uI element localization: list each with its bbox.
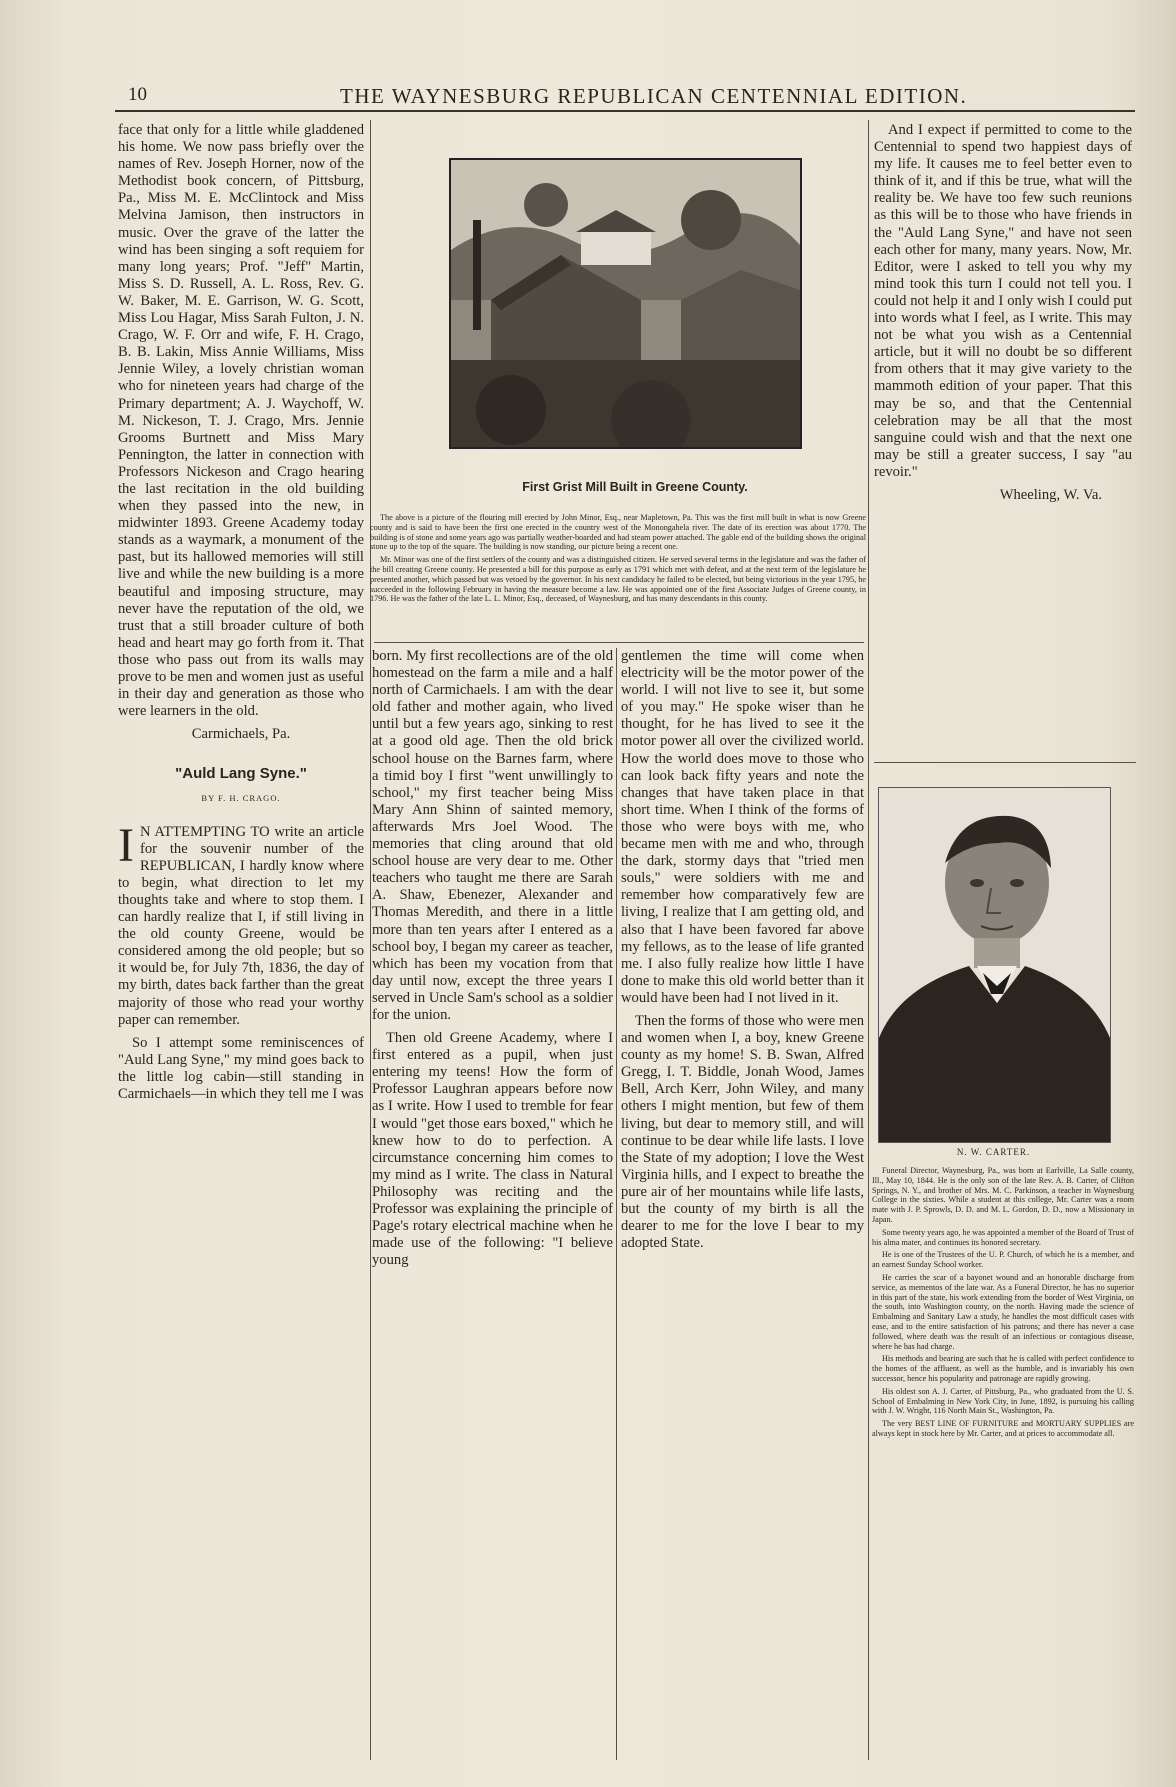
col4-signature: Wheeling, W. Va.: [999, 486, 1102, 503]
grist-mill-photo: [449, 158, 802, 449]
column-rule-2: [616, 648, 617, 1760]
article-para-1-text: N ATTEMPTING TO write an article for the souvenir number of the REPUBLICAN, I hardly know where to begin, what direction to let my thoughts take and where to stop them. I can hardly realize that I, if still living in the old county Greene, would be considered among the old people; but so it would be, for July 7th, 1836, the day of my birth, dates back farther than the great majority of those who read your worthy paper can remember.: [118, 823, 364, 1028]
carter-portrait-illustration: [879, 788, 1110, 1142]
column-1: [118, 122, 364, 1762]
running-title: THE WAYNESBURG REPUBLICAN CENTENNIAL EDITION.: [340, 84, 968, 108]
column-4-top: [874, 122, 1132, 762]
carter-biography: [872, 1166, 1134, 1706]
bio-para-1: Funeral Director, Waynesburg, Pa., was born at Earlville, La Salle county, Ill., May 10, 1844. He is the only son of the late Rev. A. B. Carter, of Clifton Springs, N. Y., and brother of Mrs. M. C. Parkinson, a teacher in Waynesburg College in the sixties. While a student at this college, Mr. Carter was a room mate with J. P. Sprowls, D. D. and M. L. Gordon, D. D., now a Missionary in Japan.: [872, 1166, 1134, 1224]
bio-para-5: His methods and bearing are such that he is called with perfect confidence to the homes of the affluent, as well as the humble, and is invariably his own successor, hence his popularity and patronage are rapidly growing.: [872, 1354, 1134, 1383]
drop-cap: I: [118, 818, 134, 872]
bio-para-3: He is one of the Trustees of the U. P. Church, of which he is a member, and an earnest Sunday School worker.: [872, 1250, 1134, 1270]
column-2: [372, 648, 613, 1760]
grist-mill-note-1: The above is a picture of the flouring mill erected by John Minor, Esq., near Mapletown, Pa. This was the first mill built in what is now Greene county and is said to have been the first one erected in the country west of the Monongahela river. The date of its erection was about 1770. The building is of stone and some years ago was partially weather-boarded and had steam power attached. The gable end of the building shows the original stone up to the top of the square. The building is now standing, our picture being a recent one.: [370, 513, 866, 552]
col2-para-1: born. My first recollections are of the old homestead on the farm a mile and a half north of Carmichaels. I am with the dear old father and mother again, who lived until but a few years ago, sinking to rest at a good old age. Then the old brick school house on the Barnes farm, where a timid boy I first "went unwillingly to school," my first teacher being Miss Mary Ann Shinn of sainted memory, afterwards Mrs Joel Wood. The memories that cling around that old school house are very dear to me. Other teachers who taught me there are Sarah A. Shaw, Ebenezer, Alexander and Thomas Meredith, and there in a little more than ten years after I entered as a school boy, I began my career as teacher, which has been my vocation from that day until now, except the three years I served in Uncle Sam's school as a soldier for the union.: [372, 648, 613, 1023]
col2-para-2: Then old Greene Academy, where I first entered as a pupil, when just entering my teens! How the form of Professor Laughran appears before now as I write. How I used to tremble for fear I would "get those ears boxed," which he knew how to do to perfection. A circumstance concerning him comes to my mind as I write. The class in Natural Philosophy was reciting and the Professor was explaining the principle of Page's rotary electrical machine when he made use of the following: "I believe young: [372, 1030, 613, 1269]
header-rule: [115, 110, 1135, 112]
article-byline: BY F. H. CRAGO.: [201, 793, 281, 804]
bio-para-7: The very BEST LINE OF FURNITURE and MORTUARY SUPPLIES are always kept in stock here by Mr. Carter, and at prices to accommodate all.: [872, 1419, 1134, 1438]
article-para-1: [118, 818, 364, 1029]
col4-rule: [874, 762, 1136, 763]
bio-para-4: He carries the scar of a bayonet wound and an honorable discharge from service, as mementos of the late war. As a Funeral Director, he has no superior in this part of the state, his work extending from the border of West Virginia, on the south, into Washington county, on the north. Having made the science of Embalming and Sanitary Law a study, he handles the most difficult cases with ease, and to the entire satisfaction of his patrons; and there has never a case followed, where death was the result of an infectious or contagious disease, where he has had charge.: [872, 1272, 1134, 1351]
grist-mill-note-2: Mr. Minor was one of the first settlers of the county and was a distinguished citizen. He served several terms in the legislature and was the father of the bill creating Greene county. He presented a bill for this purpose as early as 1791 which met with defeat, and at the next term of the legislature he presented another, which passed but was vetoed by the governor. In his next candidacy he failed to be elected, but being victorious in the year 1795, he succeeded in the following February in having the measure become a law. He was appointed one of the first Associate Judges of Greene county, in 1796. He was the father of the late L. L. Minor, Esq., deceased, of Waynesburg, and has many descendants in this county.: [370, 555, 866, 604]
grist-mill-illustration: [451, 160, 800, 447]
portrait-caption: N. W. CARTER.: [956, 1147, 1031, 1157]
column-rule-3: [868, 120, 869, 1760]
col3-para-2: Then the forms of those who were men and women when I, a boy, knew Greene county as my home! S. B. Swan, Alfred Gregg, I. T. Biddle, Jonah Wood, James Bell, Arch Kerr, John Wiley, and many others I might mention, but few of them living, but dear to memory still, and will continue to be dear while life lasts. I love the State of my adoption; I love the West Virginia hills, and I expect to breathe the pure air of her mountains while life lasts, but the county of my birth is all the dearer to me for the love I bear to my adopted State.: [621, 1012, 864, 1252]
col1-signature: Carmichaels, Pa.: [191, 726, 291, 743]
bio-para-2: Some twenty years ago, he was appointed a member of the Board of Trust of his alma mater, and continues its honored secretary.: [872, 1227, 1134, 1247]
col3-para-1: gentlemen the time will come when electricity will be the motor power of the world. I will not live to see it, but some of you may." He spoke wiser than he thought, for he has lived to see it the motor power all over the civilized world. How the world does move to those who can look back fifty years and note the changes that have taken place in that short time. When I think of the forms of those who were boys with me, who became men with me and who, through the dark, stormy days that "tried men souls," were soldiers with me and remember how comparatively few are living, I realize that I am getting old, and also that I have been favored far above my fellows, as to the lease of life granted me. I also fully realize how little I have done to make this old world better than it would have been had I not lived in it.: [621, 648, 864, 1006]
carter-portrait: [878, 787, 1111, 1143]
column-rule-1: [370, 120, 371, 1760]
photo-section-rule: [374, 642, 864, 643]
page-number: 10: [128, 84, 147, 105]
grist-mill-caption: First Grist Mill Built in Greene County.: [522, 480, 748, 494]
col4-para-1: And I expect if permitted to come to the Centennial to spend two happiest days of my life. It causes me to feel better even to think of it, and if this be true, what will the reality be. We have too few such reunions as this will be to those who have friends in the "Auld Lang Syne," and have not seen each other for many, many years. Now, Mr. Editor, were I asked to tell you why my mind took this turn I could not tell you. I could not help it and I only wish I could put into words what I feel, as I write. This may not be what you wish as a Centennial article, but it will no doubt be so different from others that it may give variety to the mammoth edition of your paper. That this may be so, and that the Centennial celebration may be all that the most sanguine could wish and that the next one may be still a greater success, I say "au revoir.": [874, 122, 1132, 480]
column-3: [621, 648, 864, 1760]
col1-text-top: face that only for a little while gladdened his home. We now pass briefly over the names of Rev. Joseph Horner, now of the Methodist book concern, of Pittsburg, Pa., Miss M. E. McClintock and Miss Melvina Jamison, then instructors in music. Over the grave of the latter the wind has been singing a soft requiem for many long years; Prof. "Jeff" Martin, Miss S. D. Russell, A. L. Ross, Rev. G. W. Baker, M. E. Garrison, W. G. Scott, Miss Lou Hagar, Miss Sarah Fulton, J. N. Crago, W. F. Orr and wife, F. H. Crago, B. B. Lakin, Miss Annie Williams, Miss Jennie Wiley, a lovely christian woman who for nineteen years had charge of the Primary department; A. J. Waychoff, W. M. Nickeson, T. J. Crago, Mrs. Jennie Grooms Burtnett and Miss Mary Pennington, the latter in connection with Professors Nickeson and Crago hearing the last recitation in the old building when they passed into the new, in midwinter 1893. Greene Academy today stands as a waymark, a monument of the past, but its hallowed memories will still live and while the new building is a more beautiful and imposing structure, may never have the reputation of the old, we trust that a still broader culture of both head and heart may go forth from it. That those who pass out from its walls may prove to be men and women just as useful in their day and generation as those who were learners in the old.: [118, 122, 364, 720]
bio-para-6: His oldest son A. J. Carter, of Pittsburg, Pa., who graduated from the U. S. School of Embalming in New York City, in June, 1892, is pursuing his calling with J. W. Wright, 116 North Main St., Washington, Pa.: [872, 1386, 1134, 1416]
grist-mill-note: [370, 513, 866, 635]
article-title: "Auld Lang Syne.": [175, 765, 307, 783]
article-para-2: So I attempt some reminiscences of "Auld Lang Syne," my mind goes back to the little log cabin—still standing in Carmichaels—in which they tell me I was: [118, 1034, 364, 1102]
